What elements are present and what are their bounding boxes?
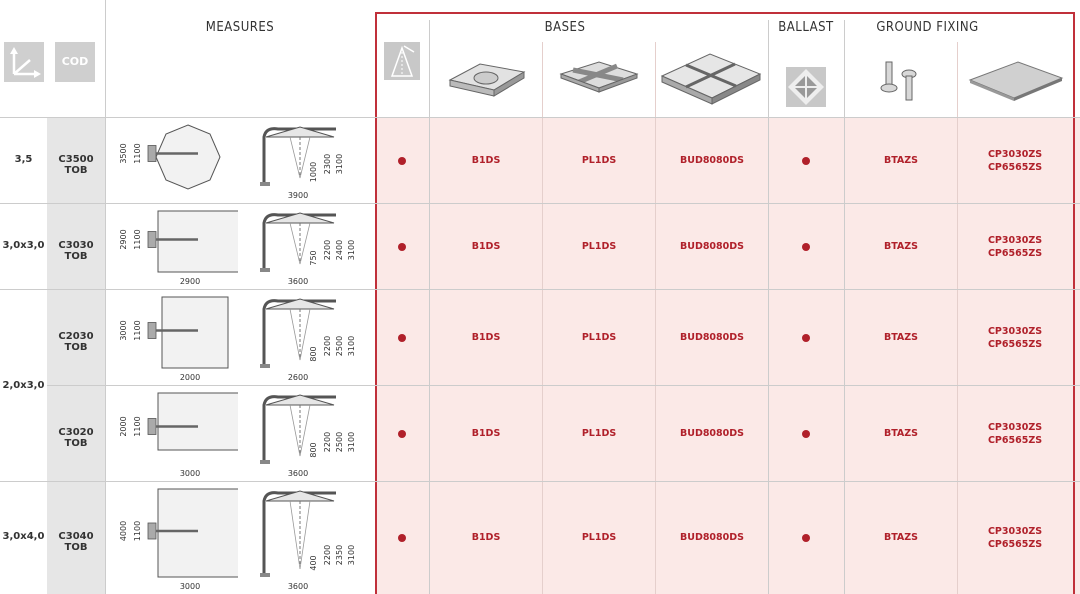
dim-height: 2500 bbox=[335, 431, 344, 453]
size-label: 2,0x3,0 bbox=[2, 380, 45, 391]
base-code: BUD8080DS bbox=[679, 331, 744, 343]
axes-icon bbox=[4, 42, 44, 82]
base-code: PL1DS bbox=[581, 154, 617, 166]
dim-height: 2400 bbox=[335, 239, 344, 261]
side-view-drawing bbox=[256, 207, 368, 286]
dim-height: 2200 bbox=[323, 544, 332, 566]
dim-arm: 1100 bbox=[133, 320, 142, 341]
tilt-icon bbox=[384, 42, 420, 80]
top-view-drawing bbox=[118, 121, 238, 200]
dim-width: 2600 bbox=[287, 373, 309, 382]
plate-codes bbox=[958, 325, 1072, 351]
plate-code: CP6565ZS bbox=[987, 247, 1043, 259]
dim-arm: 1100 bbox=[133, 520, 142, 542]
base-code: B1DS bbox=[471, 532, 501, 543]
divider bbox=[105, 0, 106, 594]
tilt-dot bbox=[398, 157, 406, 165]
left-red-border bbox=[375, 12, 377, 594]
ballast-tile-icon bbox=[786, 67, 826, 107]
base-code: B1DS bbox=[471, 331, 501, 343]
dim-drop: 800 bbox=[309, 346, 318, 362]
cod-header bbox=[55, 42, 95, 82]
ballast-header: BALLAST bbox=[778, 20, 834, 35]
plate-code: CP6565ZS bbox=[987, 338, 1043, 350]
dim-width: 3000 bbox=[179, 469, 201, 478]
plate-codes bbox=[958, 148, 1072, 174]
base-code: BUD8080DS bbox=[679, 427, 744, 439]
dim-drop: 400 bbox=[309, 555, 318, 571]
side-view-drawing bbox=[256, 389, 368, 478]
dim-width: 2900 bbox=[179, 277, 201, 286]
cod-label: COD bbox=[61, 55, 89, 68]
divider bbox=[768, 20, 769, 594]
dim-arm: 1100 bbox=[133, 229, 142, 250]
divider bbox=[844, 20, 845, 594]
plate-codes bbox=[958, 421, 1072, 447]
ground-code: BTAZS bbox=[883, 154, 919, 166]
plate-codes bbox=[958, 234, 1072, 260]
dim-width: 3000 bbox=[179, 582, 201, 591]
base-code: BUD8080DS bbox=[679, 532, 744, 543]
dim-height: 2200 bbox=[323, 335, 332, 357]
plate-code: CP3030ZS bbox=[987, 148, 1043, 160]
plate-code: CP3030ZS bbox=[987, 234, 1043, 246]
base-code: PL1DS bbox=[581, 331, 617, 343]
side-view-drawing bbox=[256, 121, 368, 200]
bases-header: BASES bbox=[544, 20, 586, 35]
row-divider bbox=[0, 481, 1080, 482]
side-view-drawing bbox=[256, 293, 368, 382]
dim-height: 3100 bbox=[347, 544, 356, 566]
dim-width: 3600 bbox=[287, 582, 309, 591]
row-divider bbox=[0, 117, 1080, 118]
dim-height: 2900 bbox=[119, 229, 128, 250]
dim-height: 2300 bbox=[323, 153, 332, 175]
ground-code: BTAZS bbox=[883, 427, 919, 439]
size-label: 3,5 bbox=[14, 153, 33, 165]
dim-arm: 1100 bbox=[133, 416, 142, 437]
tilt-dot bbox=[398, 243, 406, 251]
size-label: 3,0x3,0 bbox=[2, 239, 45, 251]
top-view-drawing bbox=[118, 207, 238, 286]
base-code: BUD8080DS bbox=[679, 240, 744, 252]
dim-width: 3900 bbox=[287, 191, 309, 200]
row-divider bbox=[0, 203, 1080, 204]
ballast-dot bbox=[802, 243, 810, 251]
product-code: C2030 TOB bbox=[58, 330, 94, 353]
tilt-dot bbox=[398, 430, 406, 438]
dim-width: 3600 bbox=[287, 469, 309, 478]
product-code: C3030 TOB bbox=[58, 239, 94, 262]
plate-code: CP6565ZS bbox=[987, 539, 1043, 550]
base-b1ds-icon bbox=[440, 50, 532, 106]
dim-height: 2000 bbox=[119, 416, 128, 437]
dim-height: 2350 bbox=[335, 544, 344, 566]
right-red-border bbox=[1073, 12, 1075, 594]
base-code: B1DS bbox=[471, 154, 501, 166]
dim-height: 2200 bbox=[323, 239, 332, 261]
plate-code: CP6565ZS bbox=[987, 161, 1043, 173]
base-bud8080ds-icon bbox=[658, 46, 764, 108]
ballast-dot bbox=[802, 157, 810, 165]
plate-codes bbox=[958, 525, 1072, 551]
measures-header: MEASURES bbox=[205, 20, 275, 35]
dim-height: 3500 bbox=[119, 143, 128, 164]
ground-fixing-header: GROUND FIXING bbox=[876, 20, 979, 35]
ground-plate-icon bbox=[966, 56, 1066, 106]
divider bbox=[655, 42, 656, 594]
plate-code: CP6565ZS bbox=[987, 434, 1043, 446]
dim-width: 2000 bbox=[179, 373, 201, 382]
side-view-drawing bbox=[256, 485, 368, 591]
row-divider bbox=[0, 289, 1080, 290]
ground-code: BTAZS bbox=[883, 240, 919, 252]
options-area-background bbox=[376, 118, 1080, 594]
plate-code: CP3030ZS bbox=[987, 325, 1043, 337]
top-view-drawing bbox=[118, 485, 238, 591]
dim-height: 2200 bbox=[323, 431, 332, 453]
base-code: B1DS bbox=[471, 427, 501, 439]
dim-height: 3100 bbox=[347, 335, 356, 357]
row-divider bbox=[47, 385, 1080, 386]
base-code: PL1DS bbox=[581, 532, 617, 543]
product-code: C3040 TOB bbox=[58, 531, 94, 553]
ground-code: BTAZS bbox=[883, 532, 919, 543]
divider bbox=[542, 42, 543, 594]
divider bbox=[957, 42, 958, 594]
size-label: 3,0x4,0 bbox=[2, 531, 45, 542]
dim-height: 3100 bbox=[335, 153, 344, 175]
ballast-dot bbox=[802, 430, 810, 438]
divider bbox=[429, 20, 430, 594]
ground-anchor-icon bbox=[877, 58, 921, 104]
dim-drop: 750 bbox=[309, 250, 318, 266]
base-code: BUD8080DS bbox=[679, 154, 744, 166]
base-code: PL1DS bbox=[581, 427, 617, 439]
ballast-dot bbox=[802, 534, 810, 542]
top-view-drawing bbox=[118, 293, 238, 382]
plate-code: CP3030ZS bbox=[987, 526, 1043, 537]
product-code: C3500 TOB bbox=[58, 153, 94, 176]
dim-arm: 1100 bbox=[133, 143, 142, 164]
code-column-background bbox=[47, 118, 105, 594]
plate-code: CP3030ZS bbox=[987, 421, 1043, 433]
base-code: B1DS bbox=[471, 240, 501, 252]
dim-height: 3100 bbox=[347, 239, 356, 261]
dim-height: 4000 bbox=[119, 520, 128, 542]
product-code: C3020 TOB bbox=[58, 426, 94, 449]
tilt-dot bbox=[398, 334, 406, 342]
dim-height: 2500 bbox=[335, 335, 344, 357]
base-pl1ds-icon bbox=[553, 48, 645, 106]
dim-drop: 800 bbox=[309, 442, 318, 458]
dim-height: 3000 bbox=[119, 320, 128, 341]
dim-width: 3600 bbox=[287, 277, 309, 286]
dim-drop: 1000 bbox=[309, 161, 318, 183]
tilt-dot bbox=[398, 534, 406, 542]
base-code: PL1DS bbox=[581, 240, 617, 252]
ballast-dot bbox=[802, 334, 810, 342]
dim-height: 3100 bbox=[347, 431, 356, 453]
ground-code: BTAZS bbox=[883, 331, 919, 343]
top-view-drawing bbox=[118, 389, 238, 478]
